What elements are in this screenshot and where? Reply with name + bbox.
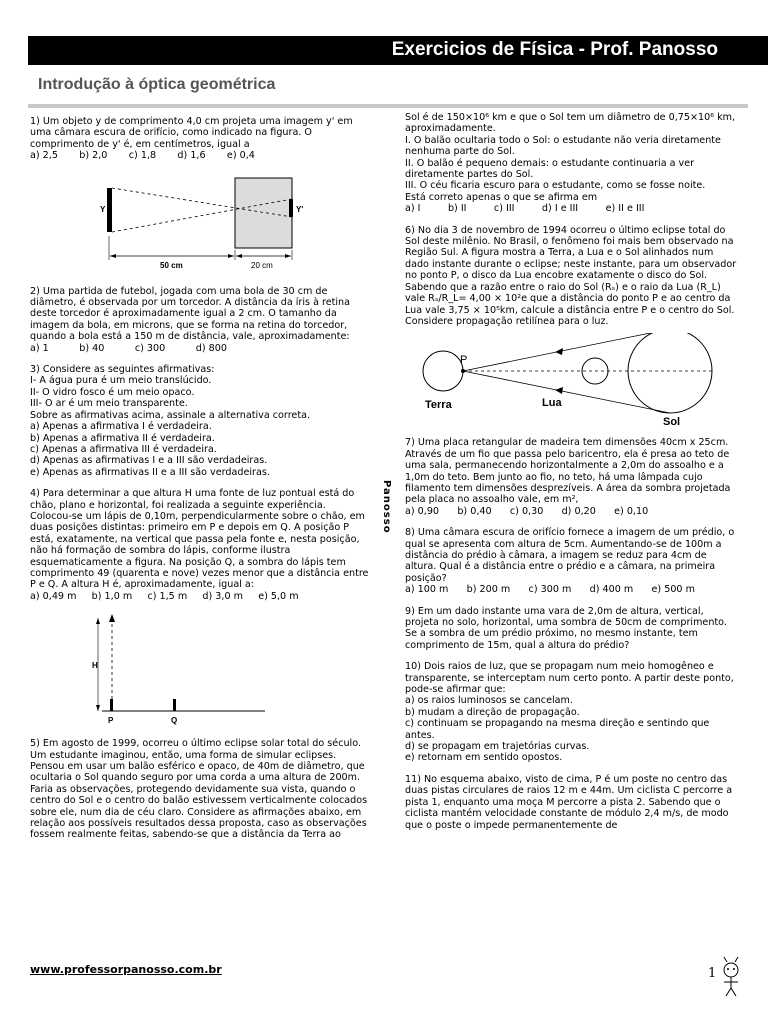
divider <box>28 104 748 108</box>
question-4-options: a) 0,49 m b) 1,0 m c) 1,5 m d) 3,0 m e) 5,0 m <box>30 590 299 602</box>
footer-website-link[interactable]: www.professorpanosso.com.br <box>30 963 222 976</box>
image-y2 <box>289 199 293 217</box>
figure-label-p: P <box>460 354 468 367</box>
figure-label-q: Q <box>171 716 178 726</box>
question-2-options: a) 1 b) 40 c) 300 d) 800 <box>30 342 227 354</box>
sun-circle <box>628 333 712 413</box>
pencil-p <box>110 699 113 711</box>
header-bar <box>28 36 768 65</box>
figure-label-h: H <box>92 661 98 671</box>
question-11: 11) No esquema abaixo, visto de cima, P é um poste no centro das duas pistas circulares de raios 12 m e 44m. Um ciclista C percorre a pista 1, enquanto uma moça M percorre a pista 2. Sabendo que o ciclista mantém velocidade constante de módulo 2,4 m/s, de modo que o poste o impede permanentemente de <box>405 773 733 831</box>
question-9: 9) Em um dado instante uma vara de 2,0m de altura, vertical, projeta no solo, horizontal, uma sombra de 50cm de comprimento. Se a sombra de um prédio próximo, no mesmo instante, tem comprimento de 15m, qual a altura do prédio? <box>405 605 727 651</box>
page-header-title: Exercicios de Física - Prof. Panosso <box>391 39 718 60</box>
left-column <box>30 116 370 851</box>
figure-label-y2: Y' <box>296 204 304 214</box>
question-4: 4) Para determinar a que altura H uma fonte de luz pontual está do chão, plano e horizontal, foi realizada a seguinte experiência. Colocou-se um lápis de 0,10m, perpendicularmente sobre o chão, em duas posições distintas: primeiro em P e depois em Q. A posição P está, exatamente, na vertical que passa pela fonte e, nesta posição, não há formação de sombra do lápis, conforme ilustra esquematicamente a figura. Na posição Q, a sombra do lápis tem comprimento 49 (quarenta e nove) vezes menor que a distância entre P e Q. A altura H é, aproximadamente, igual a: <box>30 488 369 591</box>
figure-lamp-shadow <box>30 608 360 730</box>
ray-upper <box>463 333 670 371</box>
question-3: 3) Considere as seguintes afirmativas: I- A água pura é um meio translúcido. II- O vidro fosco é um meio opaco. III- O ar é um meio transparente. Sobre as afirmativas acima, assinale a alternativa correta. a) Apenas a afirmativa I é verdadeira. b) Apenas a afirmativa II é verdadeira. c) Apenas a afirmativa III é verdadeira. d) Apenas as afirmativas I e a III são verdadeiras. e) Apenas as afirmativas II e a III são verdadeiras. <box>30 364 311 478</box>
figure-label-lua: Lua <box>542 397 562 410</box>
figure-label-50cm: 50 cm <box>160 260 183 270</box>
right-column <box>405 112 740 841</box>
question-1-options: a) 2,5 b) 2,0 c) 1,8 d) 1,6 e) 0,4 <box>30 150 255 162</box>
question-8-options: a) 100 m b) 200 m c) 300 m d) 400 m e) 500 m <box>405 584 695 596</box>
question-5-options: a) I b) II c) III d) I e III e) II e III <box>405 203 645 215</box>
question-1: 1) Um objeto y de comprimento 4,0 cm projeta uma imagem y' em uma câmara escura de orifício, como indicado na figura. O comprimento de y' é, em centímetros, igual a <box>30 116 353 150</box>
question-7: 7) Uma placa retangular de madeira tem dimensões 40cm x 25cm. Através de um fio que passa pelo baricentro, ela é presa ao teto de uma sala, permanecendo horizontalmente a 2,0m do assoalho e a 1,0m do teto. Bem junto ao fio, no teto, há uma lâmpada cujo filamento tem dimensões desprezíveis. A área da sombra projetada pela placa no assoalho vale, em m², <box>405 437 731 506</box>
figure-camera-obscura <box>30 168 360 278</box>
pencil-q <box>173 699 176 711</box>
figure-label-y: Y <box>100 204 106 214</box>
mascot-logo-icon <box>718 956 744 1004</box>
figure-label-terra: Terra <box>425 399 452 412</box>
object-y <box>107 188 112 232</box>
question-7-options: a) 0,90 b) 0,40 c) 0,30 d) 0,20 e) 0,10 <box>405 505 649 517</box>
figure-label-sol: Sol <box>663 416 681 429</box>
question-10: 10) Dois raios de luz, que se propagam num meio homogêneo e transparente, se interceptam num certo ponto. A partir deste ponto, pode-se afirmar que: a) os raios luminosos se cancelam. b) mudam a direção de propagação. c) continuam se propagando na mesma direção e sentindo que antes. d) se propagam em trajetórias curvas. e) retornam em sentido opostos. <box>405 661 734 764</box>
ray-lower <box>463 371 670 413</box>
question-2: 2) Uma partida de futebol, jogada com uma bola de 30 cm de diâmetro, é observada por um torcedor. A distância da íris à retina deste torcedor é aproximadamente igual a 2 cm. O tamanho da imagem da bola, em microns, que se forma na retina do torcedor, quando a bola está a 150 m de distância, vale, aproximadamente: <box>30 285 351 343</box>
question-8: 8) Uma câmara escura de orifício fornece a imagem de um prédio, o qual se apresenta com altura de 5cm. Aumentando-se de 100m a distância do prédio à câmara, a imagem se reduz para 4cm de altura. Qual é a distância entre o prédio e a câmara, na primeira posição? <box>405 527 735 584</box>
section-subtitle: Introdução à óptica geométrica <box>38 76 276 93</box>
earth-circle <box>423 351 463 391</box>
figure-label-p: P <box>108 716 114 726</box>
question-5-continued: Sol é de 150×10⁶ km e que o Sol tem um diâmetro de 0,75×10⁶ km, aproximadamente. I. O balão ocultaria todo o Sol: o estudante não veria diretamente nenhuma parte do Sol. II. O balão é pequeno demais: o estudante continuaria a ver diretamente partes do Sol. III. O céu ficaria escuro para o estudante, como se fosse noite. Está correto apenas o que se afirma em <box>405 112 736 203</box>
question-6: 6) No dia 3 de novembro de 1994 ocorreu o último eclipse total do Sol deste milênio. No Brasil, o fenômeno foi mais bem observado na Região Sul. A figura mostra a Terra, a Lua e o Sol alinhados num dado instante durante o eclipse; neste instante, para um observador no ponto P, o disco da Lua encobre exatamente o disco do Sol. Sabendo que a razão entre o raio do Sol (Rₛ) e o raio da Lua (R_L) vale Rₛ/R_L= 4,00 × 10²e que a distância do ponto P e ao centro da Lua vale 3,75 × 10⁵km, calcule a distância entre P e o centro do Sol. Considere propagação retilínea para o luz. <box>405 224 737 327</box>
page-number: 1 <box>708 966 717 981</box>
figure-label-20cm: 20 cm <box>251 260 273 270</box>
figure-eclipse <box>405 333 740 429</box>
camera-box <box>235 178 292 248</box>
question-5: 5) Em agosto de 1999, ocorreu o último eclipse solar total do século. Um estudante imaginou, então, uma forma de simular eclipses. Pensou em usar um balão esférico e opaco, de 40m de diâmetro, que ocultaria o Sol quando seguro por uma corda a uma altura de 200m. Faria as observações, protegendo devidamente sua vista, quando o centro do Sol e o centro do balão estivessem verticalmente colocados sobre ele, num dia de céu claro. Considere as afirmações abaixo, em relação aos possíveis resultados dessa proposta, caso as observações fossem realmente feitas, sabendo-se que a distância da Terra ao <box>30 738 368 841</box>
vertical-author-name: Panosso <box>381 480 392 534</box>
